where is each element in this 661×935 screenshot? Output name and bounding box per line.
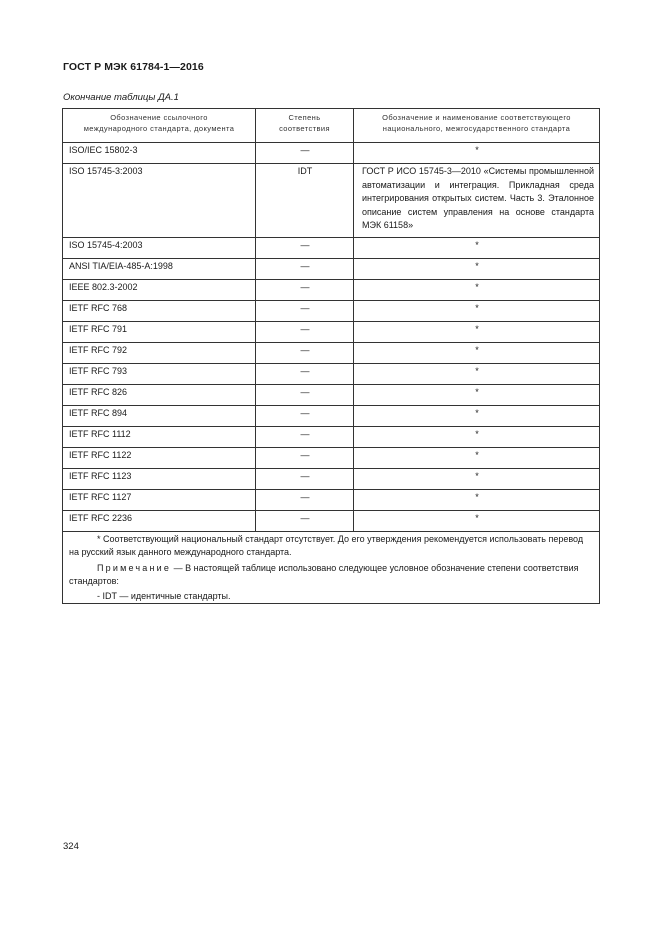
ref-cell: ISO 15745-3:2003 xyxy=(63,164,256,238)
ref-cell: IETF RFC 1122 xyxy=(63,447,256,468)
page-number: 324 xyxy=(63,841,79,852)
ref-cell: IETF RFC 894 xyxy=(63,405,256,426)
note-paragraph xyxy=(69,562,594,589)
national-cell: * xyxy=(354,279,600,300)
national-cell: * xyxy=(354,321,600,342)
degree-cell: IDT xyxy=(256,164,354,238)
ref-cell: ISO 15745-4:2003 xyxy=(63,237,256,258)
national-cell: * xyxy=(354,300,600,321)
note-label: Примечание xyxy=(97,562,172,573)
ref-cell: IETF RFC 1127 xyxy=(63,489,256,510)
national-cell: ГОСТ Р ИСО 15745-3—2010 «Системы промышленной автоматизации и интеграция. Прикладная среда интегрирования открытых систем. Часть 3. Эталонное описание систем управления на основе стандарта МЭК 61158» xyxy=(354,164,600,238)
national-cell: * xyxy=(354,363,600,384)
degree-cell: — xyxy=(256,468,354,489)
ref-cell: IETF RFC 768 xyxy=(63,300,256,321)
table-header-row xyxy=(63,109,600,143)
degree-cell: — xyxy=(256,489,354,510)
national-cell: * xyxy=(354,405,600,426)
ref-cell: IETF RFC 1112 xyxy=(63,426,256,447)
degree-cell: — xyxy=(256,426,354,447)
table-row xyxy=(63,342,600,363)
national-cell: * xyxy=(354,143,600,164)
table-row xyxy=(63,258,600,279)
national-cell: * xyxy=(354,489,600,510)
table-row xyxy=(63,426,600,447)
ref-cell: IEEE 802.3-2002 xyxy=(63,279,256,300)
ref-cell: IETF RFC 826 xyxy=(63,384,256,405)
national-cell: * xyxy=(354,426,600,447)
degree-cell: — xyxy=(256,258,354,279)
degree-cell: — xyxy=(256,384,354,405)
table-row xyxy=(63,279,600,300)
table-row xyxy=(63,447,600,468)
degree-cell: — xyxy=(256,405,354,426)
national-cell: * xyxy=(354,468,600,489)
national-cell: * xyxy=(354,510,600,531)
column-header-national: Обозначение и наименование соответствующего национального, межгосударственного стандарта xyxy=(354,109,600,143)
table-row xyxy=(63,384,600,405)
national-cell: * xyxy=(354,237,600,258)
degree-cell: — xyxy=(256,447,354,468)
reference-table xyxy=(62,108,600,604)
table-row xyxy=(63,300,600,321)
column-header-reference: Обозначение ссылочного международного стандарта, документа xyxy=(63,109,256,143)
table-row xyxy=(63,237,600,258)
table-row xyxy=(63,405,600,426)
table-row xyxy=(63,510,600,531)
document-header: ГОСТ Р МЭК 61784-1—2016 xyxy=(63,61,204,73)
table-row xyxy=(63,468,600,489)
ref-cell: ISO/IEC 15802-3 xyxy=(63,143,256,164)
ref-cell: IETF RFC 1123 xyxy=(63,468,256,489)
table-caption: Окончание таблицы ДА.1 xyxy=(63,92,179,103)
degree-cell: — xyxy=(256,321,354,342)
degree-cell: — xyxy=(256,510,354,531)
footnote-text: * Соответствующий национальный стандарт отсутствует. До его утверждения рекомендуется использовать перевод на русский язык данного международного стандарта. xyxy=(69,533,584,557)
notes-row xyxy=(63,531,600,604)
degree-cell: — xyxy=(256,143,354,164)
note-item: - IDT — идентичные стандарты. xyxy=(97,590,231,601)
national-cell: * xyxy=(354,447,600,468)
degree-cell: — xyxy=(256,279,354,300)
table-row xyxy=(63,164,600,238)
notes-cell xyxy=(63,531,600,604)
national-cell: * xyxy=(354,384,600,405)
note-text: — В настоящей таблице использовано следующее условное обозначение степени соответствия стандартов: xyxy=(69,562,579,586)
table-row xyxy=(63,363,600,384)
table-row xyxy=(63,321,600,342)
ref-cell: IETF RFC 791 xyxy=(63,321,256,342)
table-row xyxy=(63,489,600,510)
degree-cell: — xyxy=(256,237,354,258)
ref-cell: IETF RFC 2236 xyxy=(63,510,256,531)
column-header-degree: Степень соответствия xyxy=(256,109,354,143)
ref-cell: IETF RFC 793 xyxy=(63,363,256,384)
national-cell: * xyxy=(354,342,600,363)
ref-cell: ANSI TIA/EIA-485-A:1998 xyxy=(63,258,256,279)
ref-cell: IETF RFC 792 xyxy=(63,342,256,363)
degree-cell: — xyxy=(256,300,354,321)
degree-cell: — xyxy=(256,363,354,384)
table-row xyxy=(63,143,600,164)
degree-cell: — xyxy=(256,342,354,363)
national-cell: * xyxy=(354,258,600,279)
